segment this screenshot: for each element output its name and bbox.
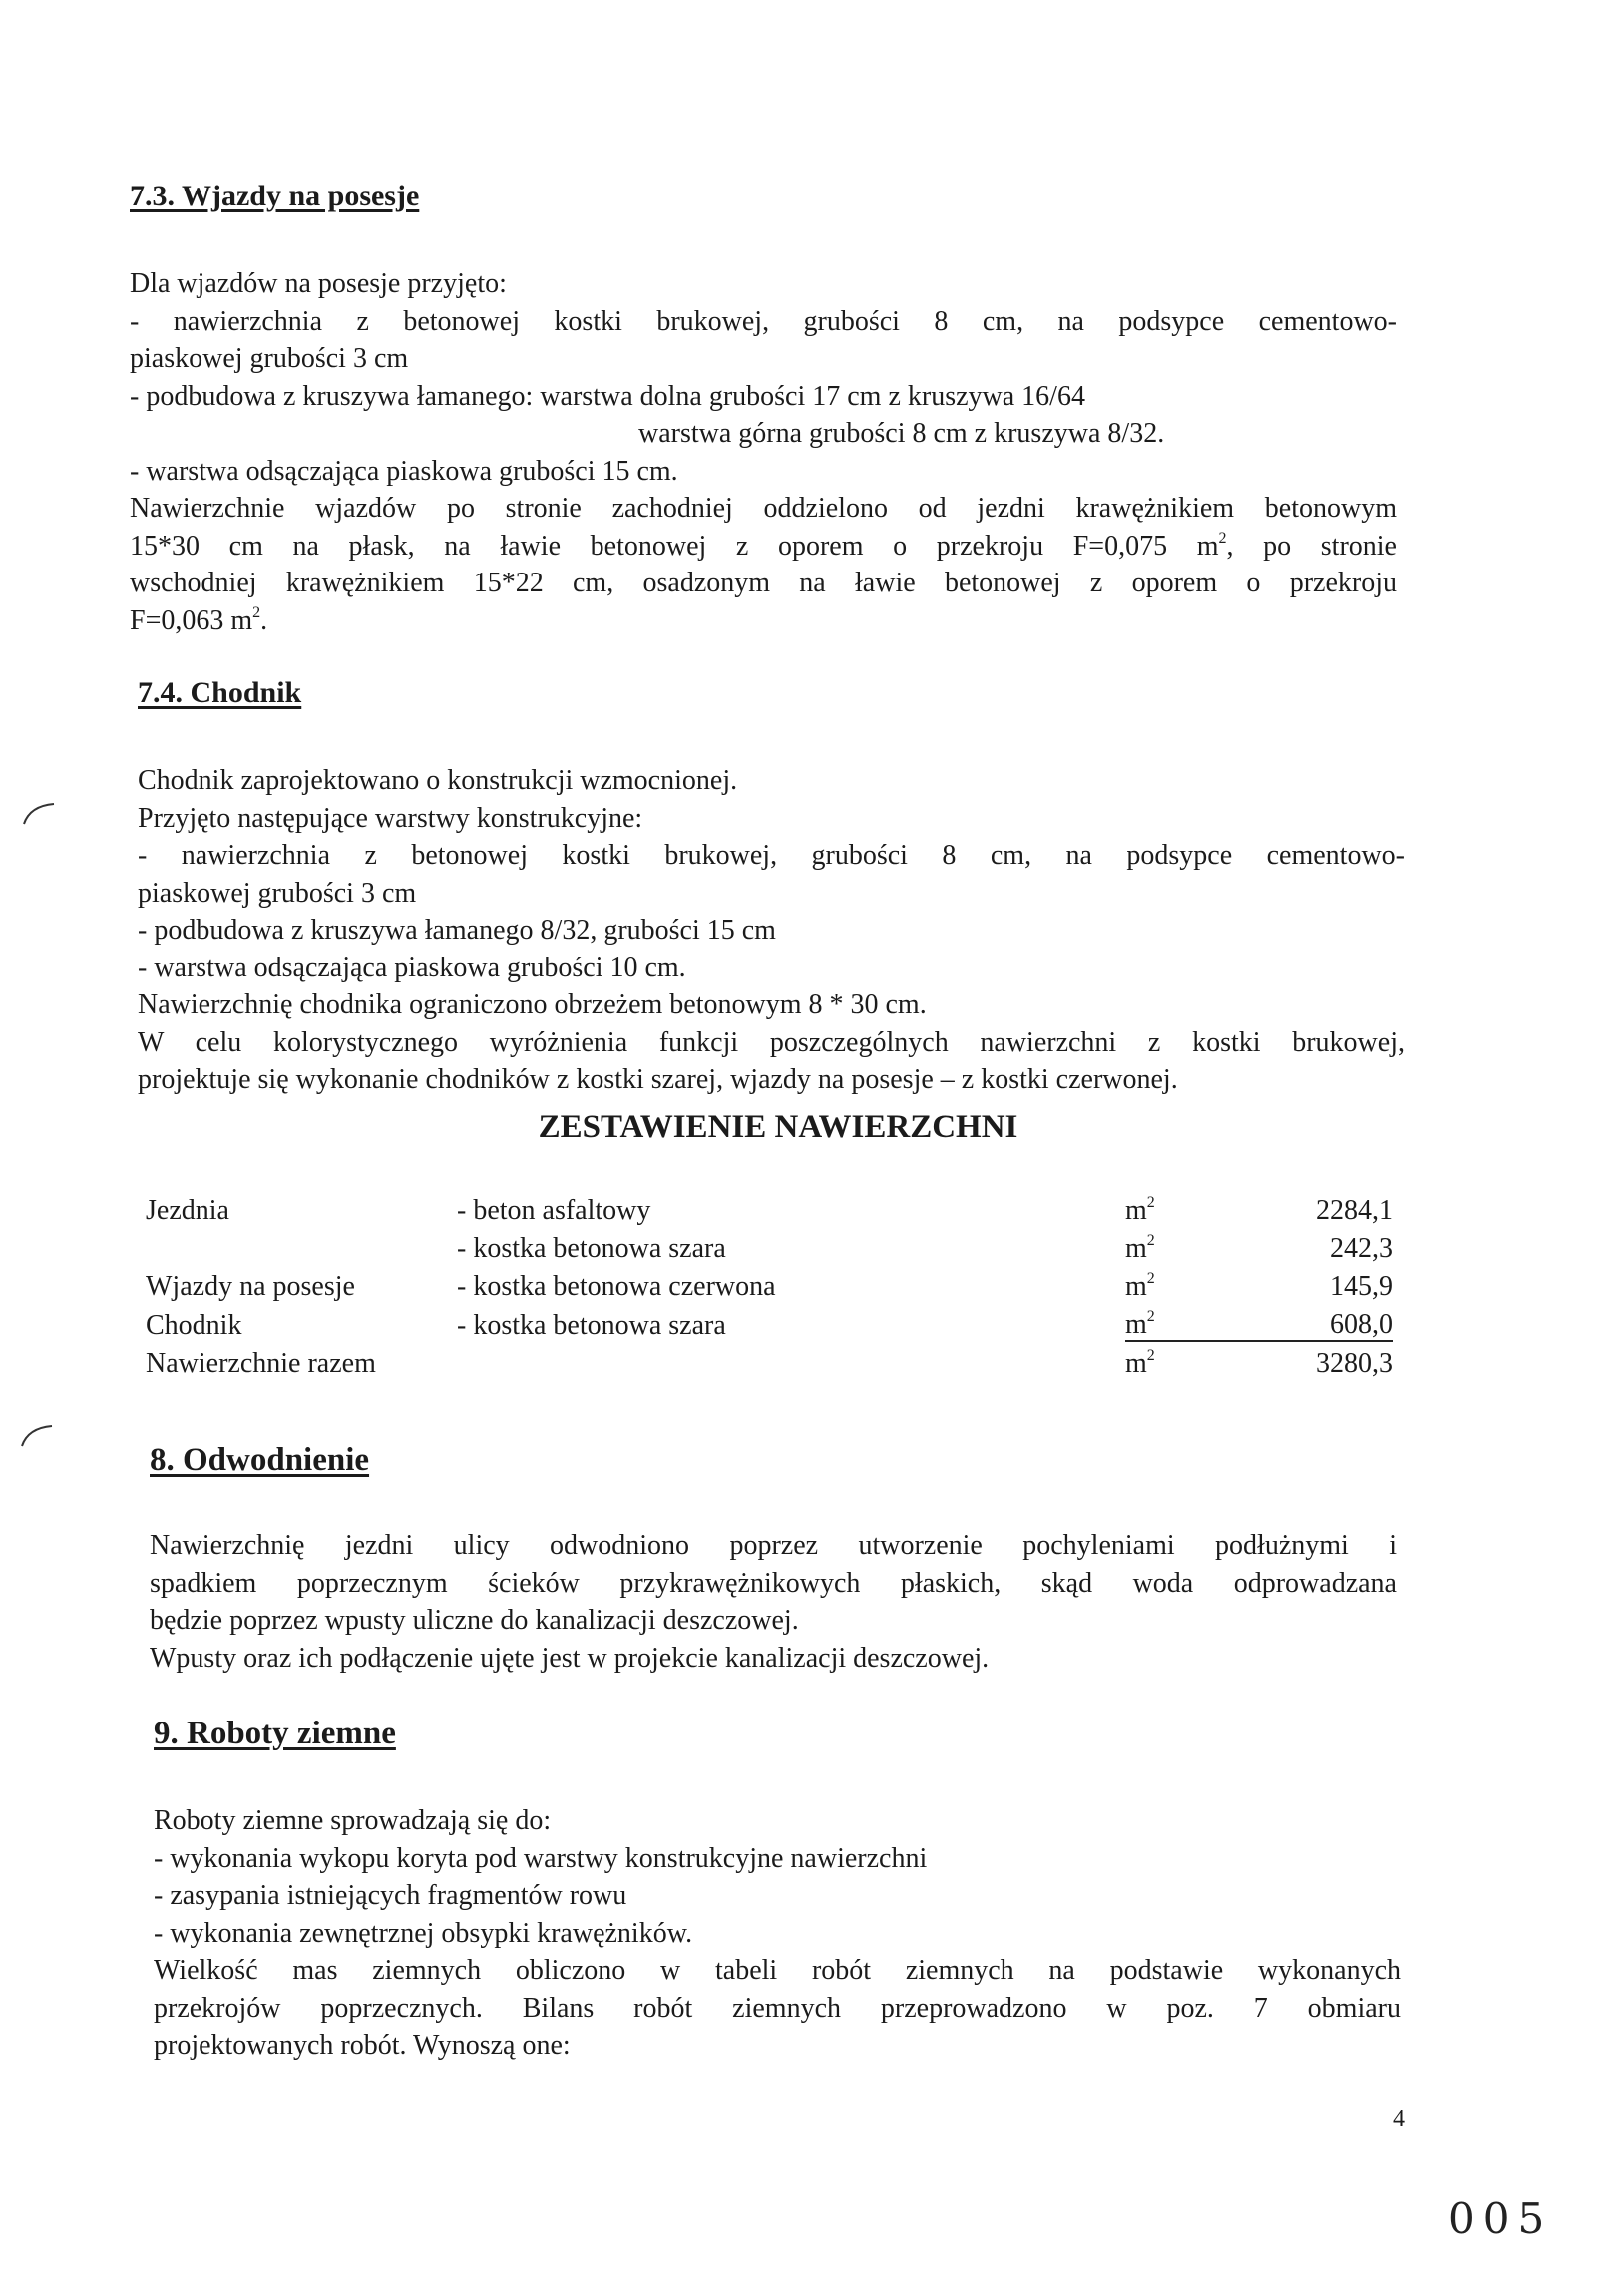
text-line: Wielkość mas ziemnych obliczono w tabeli robót ziemnych na podstawie wykonanych — [154, 1955, 1401, 1986]
row-desc — [457, 1341, 1125, 1380]
text-line: Przyjęto następujące warstwy konstrukcyjne: — [138, 802, 643, 834]
page-number: 4 — [1393, 2106, 1405, 2132]
row-desc: - beton asfaltowy — [457, 1195, 651, 1226]
unit-text: m — [1125, 1348, 1147, 1379]
text-line: Nawierzchnię jezdni ulicy odwodniono poprzez utworzenie pochyleniami podłużnymi i — [150, 1530, 1397, 1561]
section-body — [138, 762, 1405, 1099]
table-row — [146, 1303, 1393, 1341]
section-heading: 7.3. Wjazdy na posesje — [130, 180, 420, 212]
text-line: - wykonania wykopu koryta pod warstwy konstrukcyjne nawierzchni — [154, 1842, 928, 1874]
text-fragment: . — [260, 604, 268, 636]
unit-exponent: 2 — [1146, 1194, 1155, 1211]
row-name: Wjazdy na posesje — [146, 1271, 355, 1302]
unit-text: m — [1125, 1309, 1147, 1339]
text-line: - podbudowa z kruszywa łamanego: warstwa dolna grubości 17 cm z kruszywa 16/64 — [130, 380, 1085, 412]
archive-stamp: 005 — [1448, 2194, 1553, 2243]
superscript: 2 — [1218, 529, 1227, 547]
section-7-3 — [130, 180, 1397, 639]
text-line: piaskowej grubości 3 cm — [138, 877, 417, 909]
summary-table — [146, 1189, 1393, 1380]
row-value: 3280,3 — [1316, 1348, 1393, 1379]
row-unit — [1125, 1341, 1235, 1380]
row-value: 145,9 — [1330, 1271, 1393, 1302]
table-row-total — [146, 1341, 1393, 1380]
row-value: 2284,1 — [1316, 1195, 1393, 1226]
table-row — [146, 1265, 1393, 1303]
text-line: wschodniej krawężnikiem 15*22 cm, osadzonym na ławie betonowej z oporem o przekroju — [130, 568, 1397, 598]
unit-exponent: 2 — [1146, 1308, 1155, 1325]
row-unit — [1125, 1189, 1235, 1227]
row-desc: - kostka betonowa szara — [457, 1233, 726, 1264]
text-line: W celu kolorystycznego wyróżnienia funkcji poszczególnych nawierzchni z kostki brukowej, — [138, 1026, 1405, 1058]
section-body — [130, 265, 1397, 639]
row-name: Nawierzchnie razem — [146, 1348, 376, 1379]
text-line: projektowanych robót. Wynoszą one: — [154, 2030, 571, 2061]
section-7-4 — [138, 676, 1405, 1099]
row-unit — [1125, 1265, 1235, 1303]
section-heading: 8. Odwodnienie — [150, 1442, 370, 1478]
text-line: projektuje się wykonanie chodników z kostki szarej, wjazdy na posesje – z kostki czerwonej. — [138, 1064, 1178, 1095]
section-8 — [150, 1442, 1397, 1677]
section-9 — [154, 1716, 1401, 2065]
text-line: piaskowej grubości 3 cm — [130, 343, 409, 374]
row-desc: - kostka betonowa czerwona — [457, 1271, 776, 1302]
superscript: 2 — [252, 603, 261, 621]
row-value: 242,3 — [1330, 1233, 1393, 1264]
unit-exponent: 2 — [1146, 1232, 1155, 1249]
unit-exponent: 2 — [1146, 1347, 1155, 1364]
text-line: Dla wjazdów na posesje przyjęto: — [130, 268, 507, 299]
scan-mark — [20, 798, 60, 828]
table-row — [146, 1189, 1393, 1227]
unit-text: m — [1125, 1195, 1147, 1226]
unit-text: m — [1125, 1271, 1147, 1302]
text-line: - zasypania istniejących fragmentów rowu — [154, 1880, 627, 1911]
summary-title: ZESTAWIENIE NAWIERZCHNI — [538, 1109, 1018, 1145]
section-heading: 9. Roboty ziemne — [154, 1716, 396, 1751]
text-line: Nawierzchnie wjazdów po stronie zachodniej oddzielono od jezdni krawężnikiem betonowym — [130, 493, 1397, 524]
text-fragment: F=0,063 m — [130, 604, 253, 636]
text-line: przekrojów poprzecznych. Bilans robót ziemnych przeprowadzono w poz. 7 obmiaru — [154, 1992, 1401, 2024]
section-body — [150, 1527, 1397, 1677]
text-fragment: 15*30 cm na płask, na ławie betonowej z oporem o przekroju F=0,075 m — [130, 530, 1219, 562]
text-line: - warstwa odsączająca piaskowa grubości 10 cm. — [138, 952, 686, 983]
text-line: - warstwa odsączająca piaskowa grubości 15 cm. — [130, 455, 678, 487]
text-line — [130, 602, 1397, 640]
text-line: - podbudowa z kruszywa łamanego 8/32, grubości 15 cm — [138, 915, 776, 946]
table-row — [146, 1227, 1393, 1265]
row-name: Jezdnia — [146, 1195, 229, 1226]
unit-text: m — [1125, 1233, 1147, 1264]
text-line: będzie poprzez wpusty uliczne do kanalizacji deszczowej. — [150, 1605, 799, 1636]
text-line: warstwa górna grubości 8 cm z kruszywa 8/32. — [638, 418, 1165, 449]
row-desc: - kostka betonowa szara — [457, 1310, 726, 1340]
text-line: Wpusty oraz ich podłączenie ujęte jest w projekcie kanalizacji deszczowej. — [150, 1642, 990, 1674]
text-line: - nawierzchnia z betonowej kostki brukowej, grubości 8 cm, na podsypce cementowo- — [130, 305, 1397, 337]
row-name — [146, 1227, 457, 1265]
row-unit — [1125, 1303, 1235, 1341]
row-unit — [1125, 1227, 1235, 1265]
text-fragment: , po stronie — [1226, 530, 1397, 562]
text-line: Roboty ziemne sprowadzają się do: — [154, 1805, 552, 1836]
text-line: spadkiem poprzecznym ścieków przykrawężnikowych płaskich, skąd woda odprowadzana — [150, 1567, 1397, 1599]
text-line: - wykonania zewnętrznej obsypki krawężników. — [154, 1917, 693, 1949]
unit-exponent: 2 — [1146, 1270, 1155, 1287]
row-name: Chodnik — [146, 1310, 242, 1340]
text-line — [130, 528, 1397, 566]
section-heading: 7.4. Chodnik — [138, 676, 302, 709]
text-line: - nawierzchnia z betonowej kostki brukowej, grubości 8 cm, na podsypce cementowo- — [138, 840, 1405, 871]
scan-mark — [18, 1420, 58, 1450]
section-body — [154, 1802, 1401, 2065]
row-value: 608,0 — [1235, 1303, 1393, 1341]
text-line: Chodnik zaprojektowano o konstrukcji wzmocnionej. — [138, 765, 738, 796]
text-line: Nawierzchnię chodnika ograniczono obrzeżem betonowym 8 * 30 cm. — [138, 989, 927, 1020]
